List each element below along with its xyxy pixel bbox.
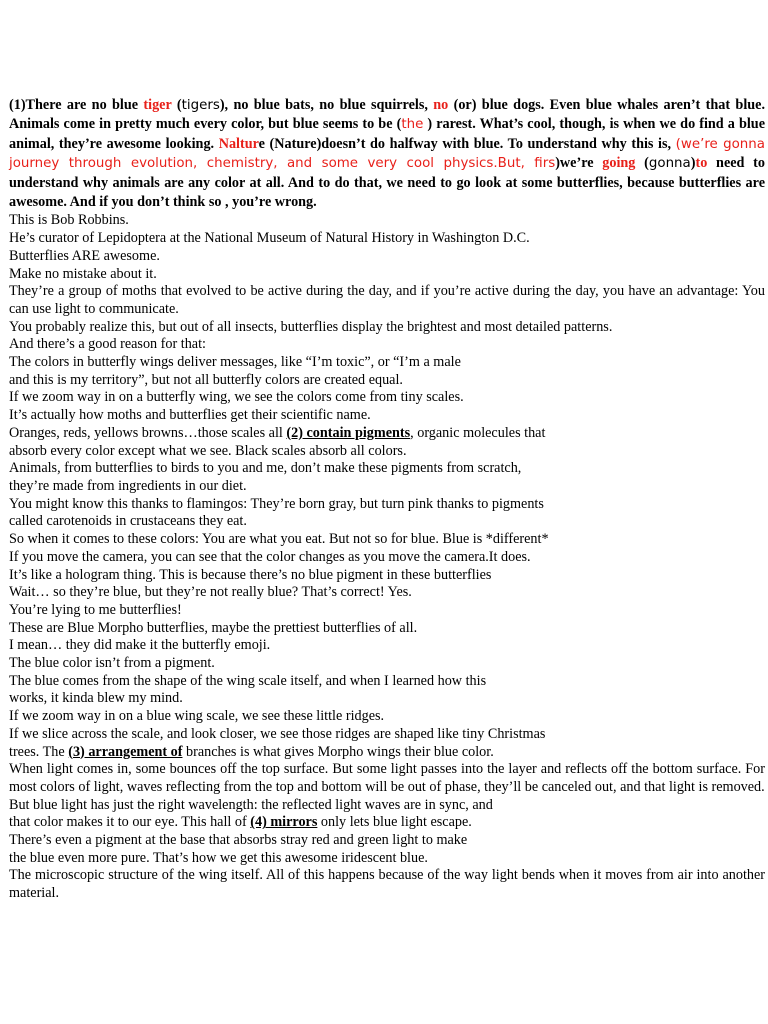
correction-mark: the [401, 117, 424, 133]
marked-phrase: (4) mirrors [250, 814, 318, 831]
text-line: called carotenoids in crustaceans they eat. [9, 513, 247, 530]
text-line: Butterflies ARE awesome. [9, 247, 160, 264]
correction-mark: to [695, 155, 708, 172]
text-line: He’s curator of Lepidoptera at the National Museum of Natural History in Washington D.C. [9, 230, 530, 247]
line-text: only lets blue light escape. [317, 814, 472, 831]
correction-mark: tiger [143, 97, 172, 113]
intro-text: ), no blue bats, no blue squirrels, [219, 97, 434, 113]
correction-mark: going [602, 155, 636, 172]
text-line: You might know this thanks to flamingos: They’re born gray, but turn pink thanks to pigments [9, 495, 544, 512]
text-line: If you move the camera, you can see that the color changes as you move the camera.It does. [9, 548, 531, 565]
text-paragraph: The microscopic structure of the wing itself. All of this happens because of the way light bends when it moves from air into another material. [9, 867, 765, 902]
correction-note: tigers [181, 98, 220, 113]
text-line: It’s actually how moths and butterflies get their scientific name. [9, 407, 371, 424]
intro-text: ) rarest. What’s cool, though, is when we do find a blue animal, they’re awesome looking. [9, 116, 765, 152]
intro-text: (1)There are no blue [9, 97, 144, 113]
text-line: Animals, from butterflies to birds to you and me, don’t make these pigments from scratch, [9, 460, 522, 477]
text-line: You probably realize this, but out of all insects, butterflies display the brightest and most detailed patterns. [9, 318, 613, 335]
line-text: branches is what gives Morpho wings their blue color. [182, 743, 494, 760]
intro-text: (or) blue dogs. Even blue whales aren’t that blue. Animals come in pretty much every color, but blue seems to be ( [9, 97, 766, 133]
intro-text: need to understand why animals are any color at all. And to do that, we need to go look at some butterflies, because butterflies are awesome. And if you don’t think so , you’re wrong. [9, 155, 765, 211]
text-line: Make no mistake about it. [9, 265, 157, 282]
text-line-pigments [9, 425, 765, 443]
text-line: You’re lying to me butterflies! [9, 601, 182, 618]
text-line: If we slice across the scale, and look closer, we see those ridges are shaped like tiny Christmas [9, 725, 546, 742]
text-line: and this is my territory”, but not all butterfly colors are created equal. [9, 371, 403, 388]
text-line: The colors in butterfly wings deliver messages, like “I’m toxic”, or “I’m a male [9, 354, 461, 371]
correction-mark: (we’re gonna journey through evolution, chemistry, and some very cool physics.But, firs [9, 136, 765, 172]
text-line: absorb every color except what we see. Black scales absorb all colors. [9, 442, 407, 459]
correction-mark: Naltur [218, 135, 259, 152]
intro-text: ) [690, 155, 696, 172]
document-body [9, 96, 765, 903]
text-line: Wait… so they’re blue, but they’re not really blue? That’s correct! Yes. [9, 584, 412, 601]
text-paragraph: When light comes in, some bounces off the top surface. But some light passes into the layer and reflects off the bottom surface. For most colors of light, waves reflecting from the top and bottom will be out of phase, they’ll be canceled out, and that light is removed. [9, 761, 765, 795]
text-line: I mean… they did make it the butterfly emoji. [9, 637, 271, 654]
intro-text: e (Nature)doesn’t do halfway with blue. To understand why this is, [258, 135, 676, 152]
text-line: they’re made from ingredients in our diet. [9, 477, 247, 494]
text-line: So when it comes to these colors: You are what you eat. But not so for blue. Blue is *different* [9, 531, 549, 548]
text-line: This is Bob Robbins. [9, 212, 129, 229]
text-line: If we zoom way in on a blue wing scale, we see these little ridges. [9, 708, 385, 725]
text-line-mirrors [9, 814, 765, 832]
line-text: trees. The [9, 743, 69, 760]
marked-phrase: (2) contain pigments [286, 424, 411, 441]
marked-phrase: (3) arrangement of [68, 743, 183, 760]
intro-paragraph [9, 96, 765, 212]
line-text: , organic molecules that [410, 424, 546, 441]
text-line-arrangement [9, 744, 765, 762]
text-line: It’s like a hologram thing. This is because there’s no blue pigment in these butterflies [9, 566, 492, 583]
text-line: There’s even a pigment at the base that absorbs stray red and green light to make [9, 832, 468, 849]
intro-text: )we’re [555, 155, 603, 172]
line-text: Oranges, reds, yellows browns…those scales all [9, 424, 287, 441]
text-line: If we zoom way in on a butterfly wing, we see the colors come from tiny scales. [9, 389, 464, 406]
text-paragraph: They’re a group of moths that evolved to be active during the day, and if you’re active during the day, you have an advantage: You can use light to communicate. [9, 283, 765, 317]
text-line: works, it kinda blew my mind. [9, 690, 183, 707]
text-line: The blue comes from the shape of the wing scale itself, and when I learned how this [9, 672, 487, 689]
text-line: But blue light has just the right wavelength: the reflected light waves are in sync, and [9, 796, 493, 813]
text-line: These are Blue Morpho butterflies, maybe the prettiest butterflies of all. [9, 619, 418, 636]
correction-note: gonna [648, 156, 691, 172]
text-line: The blue color isn’t from a pigment. [9, 655, 215, 672]
text-line: And there’s a good reason for that: [9, 336, 206, 353]
correction-mark: no [433, 97, 449, 113]
intro-text: ( [635, 155, 649, 172]
intro-text: ( [171, 97, 182, 113]
line-text: that color makes it to our eye. This hall of [9, 814, 251, 831]
text-line: the blue even more pure. That’s how we get this awesome iridescent blue. [9, 849, 428, 866]
